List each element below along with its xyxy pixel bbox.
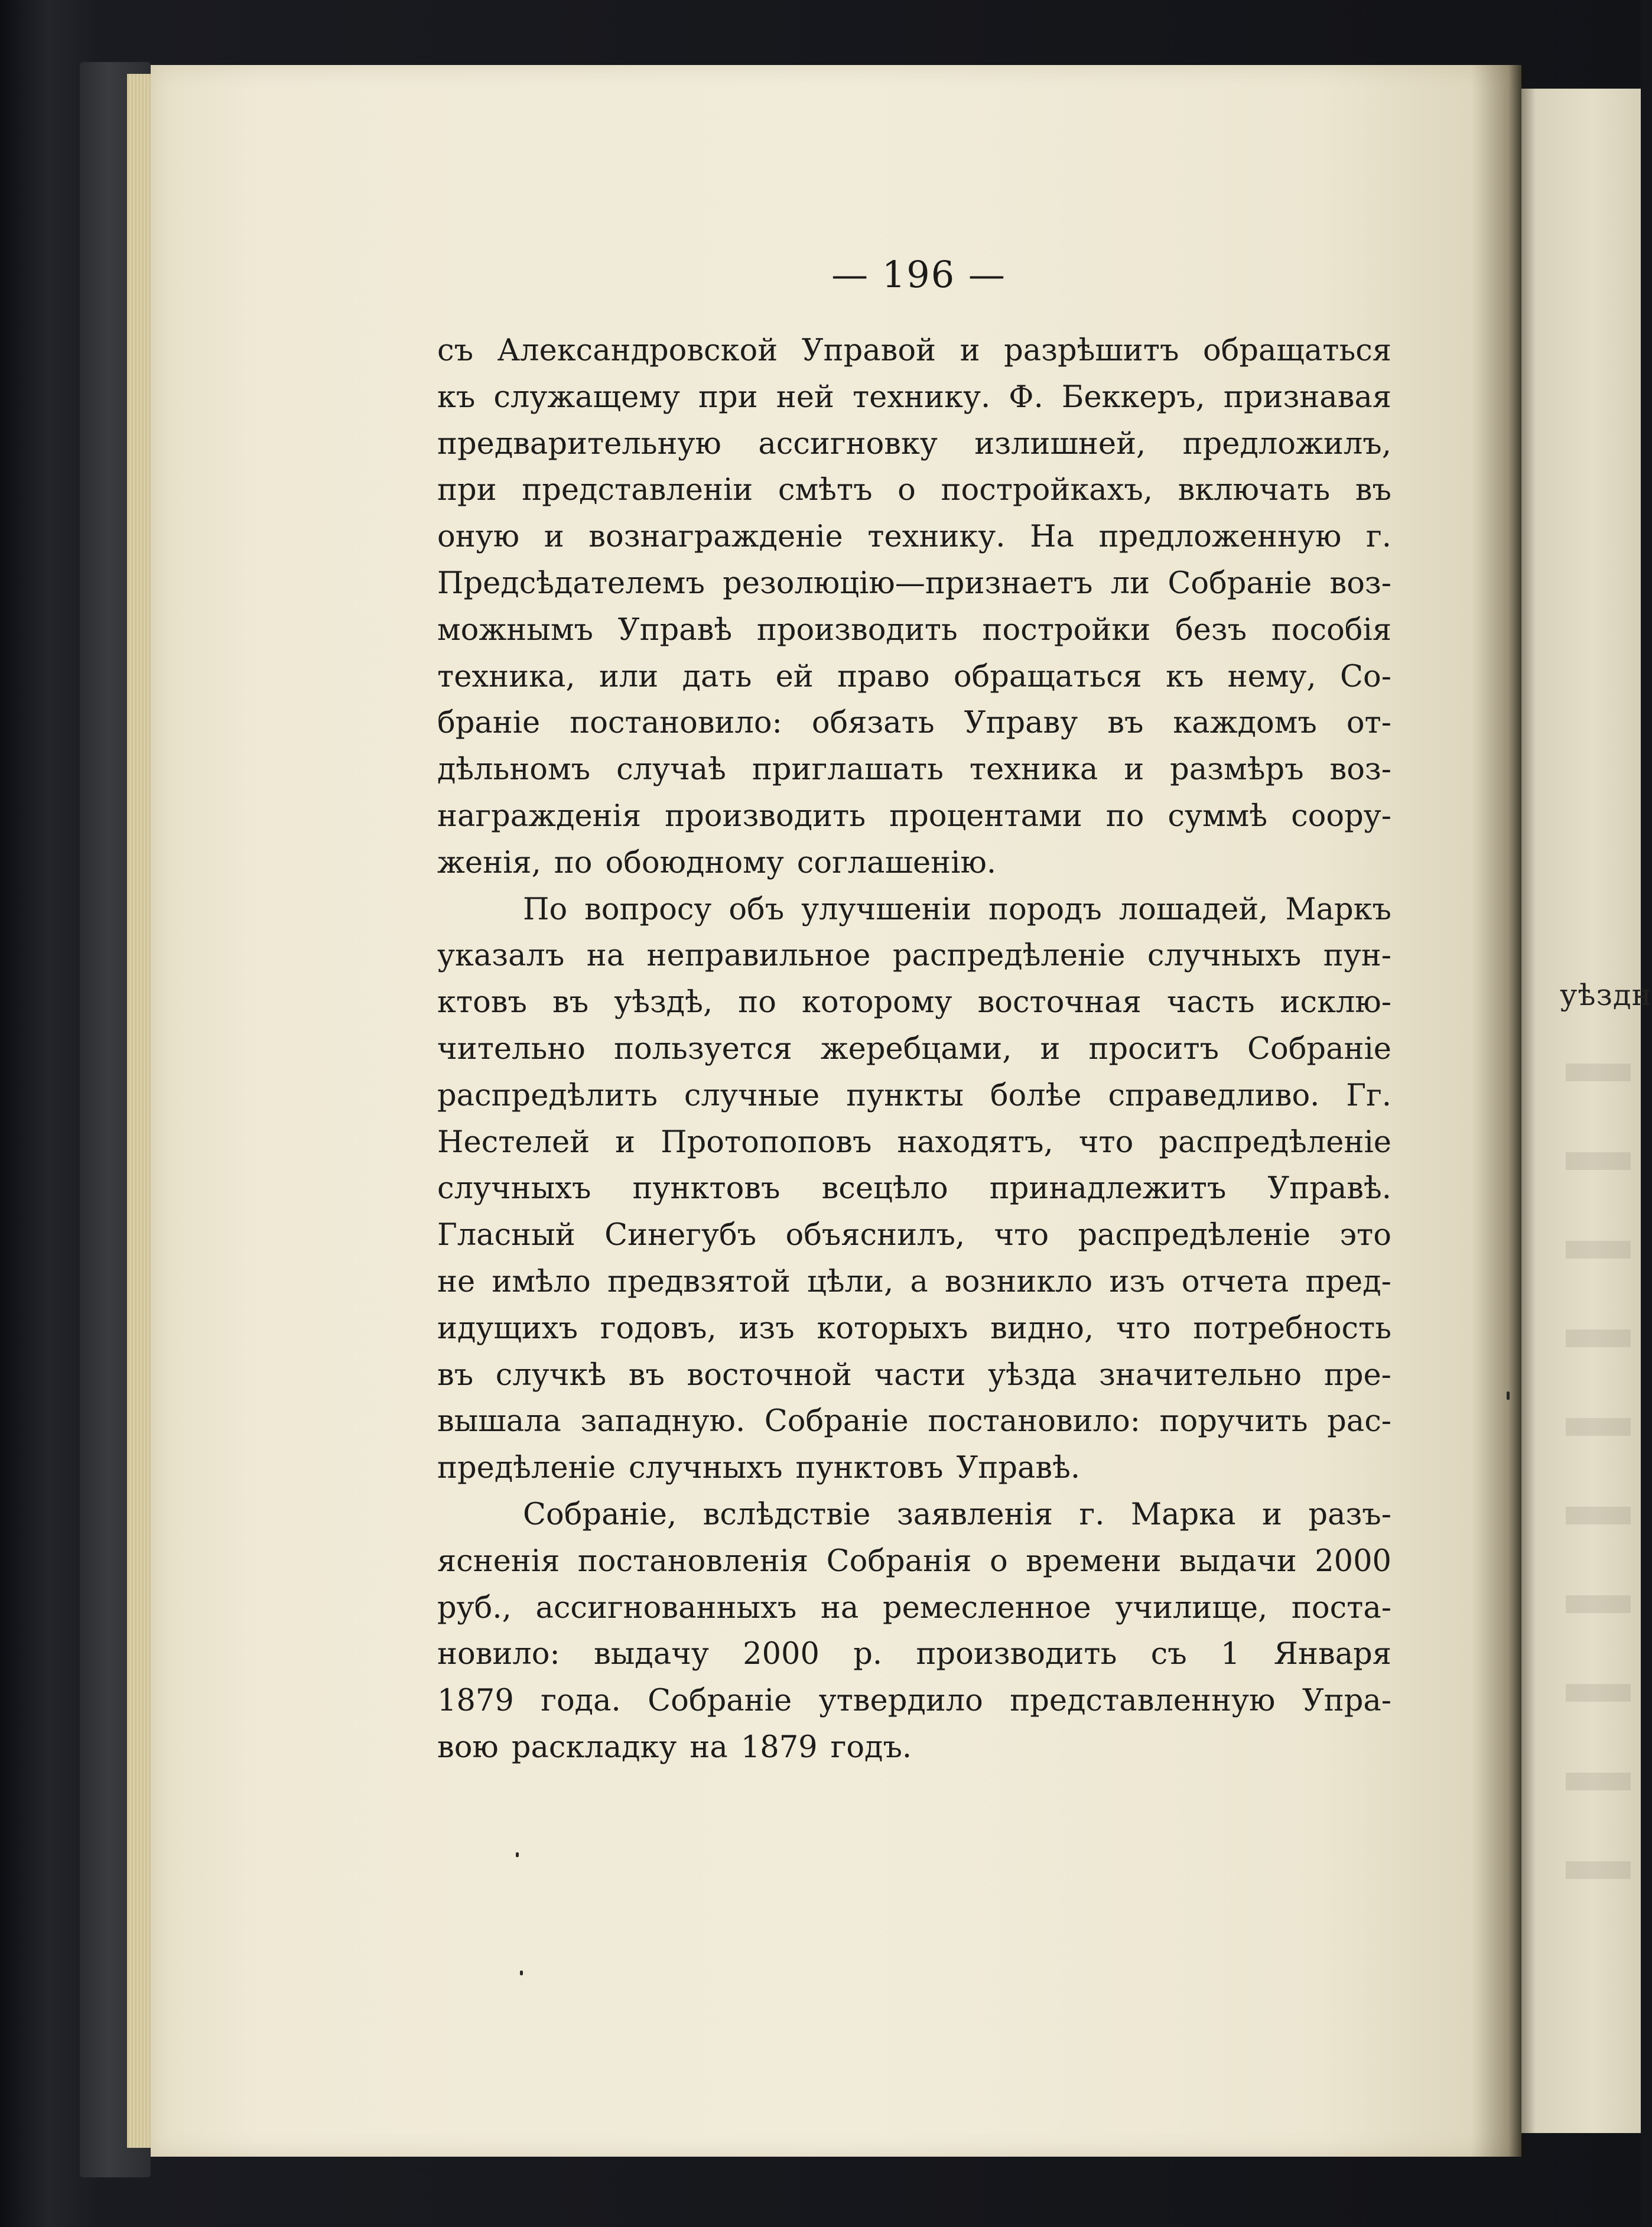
word: утвердило [818,1683,983,1719]
word: лошадей, [1118,892,1269,927]
word: Собраніе [1168,565,1312,601]
word: Собраніе [764,1404,909,1439]
word: въ [552,985,589,1020]
text-line [437,700,1391,747]
word: видно, [990,1311,1094,1346]
gutter-shadow [1471,65,1524,2157]
word: награжденія [437,798,642,834]
word: часть [1166,985,1255,1020]
word: от- [1346,706,1391,741]
word: Гласный [437,1218,575,1253]
word: Протопоповъ [661,1124,872,1160]
ink-speck [516,1852,519,1857]
word: случные [684,1078,820,1113]
text-line [437,933,1391,980]
text-line [437,1585,1391,1632]
word: что [1116,1311,1171,1346]
text-line [437,1678,1391,1725]
word: 1879 [740,1729,818,1765]
word: по [1105,798,1144,834]
word: съ [437,333,474,368]
word: постройки [982,612,1151,648]
word: пользуется [613,1031,792,1067]
word: ли [1110,565,1150,601]
word: Упра- [1302,1683,1391,1719]
word: справедливо. [1108,1078,1320,1113]
word: ассигнованныхъ [535,1590,797,1625]
word: случкѣ [495,1357,607,1393]
word: Александровской [497,333,778,368]
body-text [437,328,1391,1771]
word: случныхъ [629,1451,783,1486]
word: поручить [1159,1404,1308,1439]
word: уѣзда [988,1357,1077,1393]
word: распредѣлить [437,1078,658,1113]
word: Управѣ. [956,1451,1081,1486]
word: при [698,379,758,415]
word: случаѣ [616,752,726,788]
word: Марка [1130,1497,1236,1532]
word: распредѣленіе [1078,1218,1311,1253]
word: это [1339,1218,1391,1253]
text-line [437,654,1391,701]
word: вою [437,1729,499,1765]
word: Синегубъ [604,1218,757,1253]
text-line [437,1445,1391,1492]
text-line [437,747,1391,794]
word: дать [682,659,752,694]
word: вслѣдствіе [703,1497,871,1532]
word: по [554,845,593,880]
word: разрѣшитъ [1004,333,1179,368]
word: обращаться [1202,333,1391,368]
word: 2000 [743,1637,820,1672]
facing-page-bleed-through [1566,1064,1631,1950]
word: Января [1273,1637,1391,1672]
word: западную. [580,1404,746,1439]
word: предвзятой [607,1264,791,1299]
word: новило: [437,1637,560,1672]
word: съ [1150,1637,1187,1672]
word: улучшеніи [801,892,972,927]
text-line [437,1306,1391,1353]
word: воз- [1329,565,1391,601]
word: право [837,659,930,694]
word: обязать [811,706,935,741]
word: заявленія [896,1497,1053,1532]
word: восточной [687,1357,852,1393]
word: и [544,519,564,555]
text-line [437,514,1391,561]
word: или [599,659,659,694]
word: Собраніе [648,1683,792,1719]
word: которыхъ [817,1311,968,1346]
word: приглашать [752,752,944,788]
word: производить [756,612,958,648]
word: о [897,473,916,508]
word: 1879 [437,1683,514,1719]
word: а [910,1264,928,1299]
word: каждомъ [1173,706,1317,741]
word: процентами [889,798,1082,834]
word: пособія [1271,612,1391,648]
text-line [437,1492,1391,1539]
word: Управѣ. [1267,1171,1391,1207]
text-line [437,1353,1391,1399]
word: которому [801,985,952,1020]
text-line [437,794,1391,840]
word: пре- [1323,1357,1391,1393]
word: времени [1026,1543,1162,1579]
word: восточная [977,985,1142,1020]
facing-page-fragment: уѣздн [1560,978,1652,1012]
word: Собраніе, [523,1497,677,1532]
word: и [615,1124,636,1160]
word: технику. [867,519,1006,555]
word: цѣли, [807,1264,894,1299]
word: изъ [1109,1264,1165,1299]
word: постановило: [570,706,782,741]
word: въ [1107,706,1144,741]
word: имѣло [492,1264,591,1299]
word: не [437,1264,476,1299]
word: на [690,1729,728,1765]
word: въ [437,1357,474,1393]
word: ей [775,659,814,694]
word: находятъ, [897,1124,1053,1160]
word: признавая [1223,379,1391,415]
text-line [437,1725,1391,1771]
word: предложенную [1098,519,1342,555]
word: обоюдному [605,845,784,880]
word: технику. [852,379,991,415]
word: года. [541,1683,621,1719]
word: размѣръ [1170,752,1304,788]
word: въ [628,1357,665,1393]
word: что [1078,1124,1134,1160]
word: браніе [437,706,541,741]
word: исклю- [1280,985,1391,1020]
word: производить [916,1637,1117,1672]
word: и [960,333,980,368]
word: чительно [437,1031,586,1067]
word: женія, [437,845,541,880]
word: породъ [988,892,1102,927]
word: на [586,938,625,974]
text-line [437,1212,1391,1259]
word: постановило: [928,1404,1140,1439]
text-line [437,1399,1391,1445]
word: оную [437,519,520,555]
word: и [1261,1497,1282,1532]
word: значительно [1099,1357,1302,1393]
text-line [437,1026,1391,1073]
word: Управѣ [617,612,733,648]
word: случныхъ [437,1171,591,1207]
word: въ [1355,473,1391,508]
word: и [1124,752,1144,788]
word: при [437,473,497,508]
word: разъ- [1308,1497,1391,1532]
text-line [437,1166,1391,1212]
text-line [437,607,1391,654]
text-line [437,561,1391,607]
word: рас- [1327,1404,1391,1439]
word: къ [1166,659,1204,694]
word: 2000 [1315,1543,1391,1579]
word: пунктовъ [795,1451,944,1486]
word: служащему [493,379,680,415]
word: Гг. [1346,1078,1391,1113]
word: дѣльномъ [437,752,591,788]
ink-speck [1507,1392,1510,1400]
word: идущихъ [437,1311,578,1346]
word: ремесленное [882,1590,1091,1625]
word: пред- [1305,1264,1391,1299]
word: пункты [846,1078,964,1113]
word: всецѣло [821,1171,948,1207]
word: нему, [1227,659,1316,694]
text-line [437,1259,1391,1306]
word: уѣздѣ, [614,985,713,1020]
word: возникло [944,1264,1093,1299]
word: ясненія [437,1543,560,1579]
word: распредѣленіе [892,938,1126,974]
text-line [437,1073,1391,1120]
word: На [1030,519,1075,555]
word: Беккеръ, [1061,379,1205,415]
word: и [1040,1031,1061,1067]
word: выдачи [1179,1543,1297,1579]
text-line [437,1120,1391,1166]
text-line [437,980,1391,1026]
text-line [437,421,1391,468]
text-line [437,467,1391,514]
word: распредѣленіе [1159,1124,1391,1160]
word: о [989,1543,1008,1579]
word: р. [853,1637,883,1672]
word: техника, [437,659,575,694]
word: представленную [1010,1683,1276,1719]
word: Ф. [1009,379,1043,415]
word: ктовъ [437,985,527,1020]
word: болѣе [990,1078,1082,1113]
word: соору- [1291,798,1391,834]
word: проситъ [1088,1031,1220,1067]
word: годъ. [830,1729,912,1765]
word: поста- [1291,1590,1391,1625]
word: Собраніе [1247,1031,1391,1067]
word: можнымъ [437,612,593,648]
word: случныхъ [1147,938,1302,974]
word: По [523,892,568,927]
word: объ [729,892,785,927]
word: Управу [964,706,1078,741]
ink-speck [520,1971,523,1975]
word: потребность [1193,1311,1391,1346]
word: Нестелей [437,1124,590,1160]
word: по [738,985,776,1020]
word: вопросу [584,892,712,927]
text-line [437,375,1391,421]
word: г. [1079,1497,1105,1532]
word: къ [437,379,476,415]
word: смѣтъ [778,473,873,508]
word: училище, [1115,1590,1268,1625]
word: ней [776,379,834,415]
word: соглашенію. [796,845,997,880]
word: безъ [1175,612,1247,648]
word: жеребцами, [820,1031,1012,1067]
word: излишней, [974,426,1146,461]
word: техника [969,752,1098,788]
word: суммѣ [1168,798,1268,834]
page-number: — 196 — [831,253,1006,296]
word: предварительную [437,426,721,461]
word: Предсѣдателемъ [437,565,705,601]
word: принадлежитъ [989,1171,1227,1207]
word: постройкахъ, [941,473,1153,508]
word: раскладку [511,1729,677,1765]
word: предѣленіе [437,1451,616,1486]
word: постановленія [577,1543,809,1579]
word: представленіи [522,473,753,508]
word: пунктовъ [632,1171,781,1207]
word: вышала [437,1404,561,1439]
word: резолюцію—признаетъ [723,565,1093,601]
text-line [437,328,1391,375]
word: обращаться [953,659,1142,694]
word: что [994,1218,1049,1253]
word: Со- [1340,659,1391,694]
word: Управой [801,333,936,368]
text-line [437,840,1391,887]
text-line [437,1539,1391,1585]
word: пун- [1323,938,1391,974]
word: на [820,1590,859,1625]
word: годовъ, [600,1311,717,1346]
word: части [874,1357,966,1393]
word: объяснилъ, [785,1218,965,1253]
text-line [437,887,1391,934]
word: предложилъ, [1182,426,1391,461]
word: руб., [437,1590,512,1625]
word: вознагражденіе [588,519,843,555]
word: ассигновку [758,426,938,461]
word: изъ [739,1311,795,1346]
word: выдачу [594,1637,709,1672]
word: неправильное [646,938,871,974]
word: отчета [1181,1264,1289,1299]
word: воз- [1329,752,1391,788]
word: Маркъ [1285,892,1391,927]
word: указалъ [437,938,565,974]
word: включать [1178,473,1331,508]
word: производить [665,798,866,834]
word: г. [1366,519,1391,555]
word: Собранія [826,1543,972,1579]
text-line [437,1631,1391,1678]
word: 1 [1221,1637,1240,1672]
